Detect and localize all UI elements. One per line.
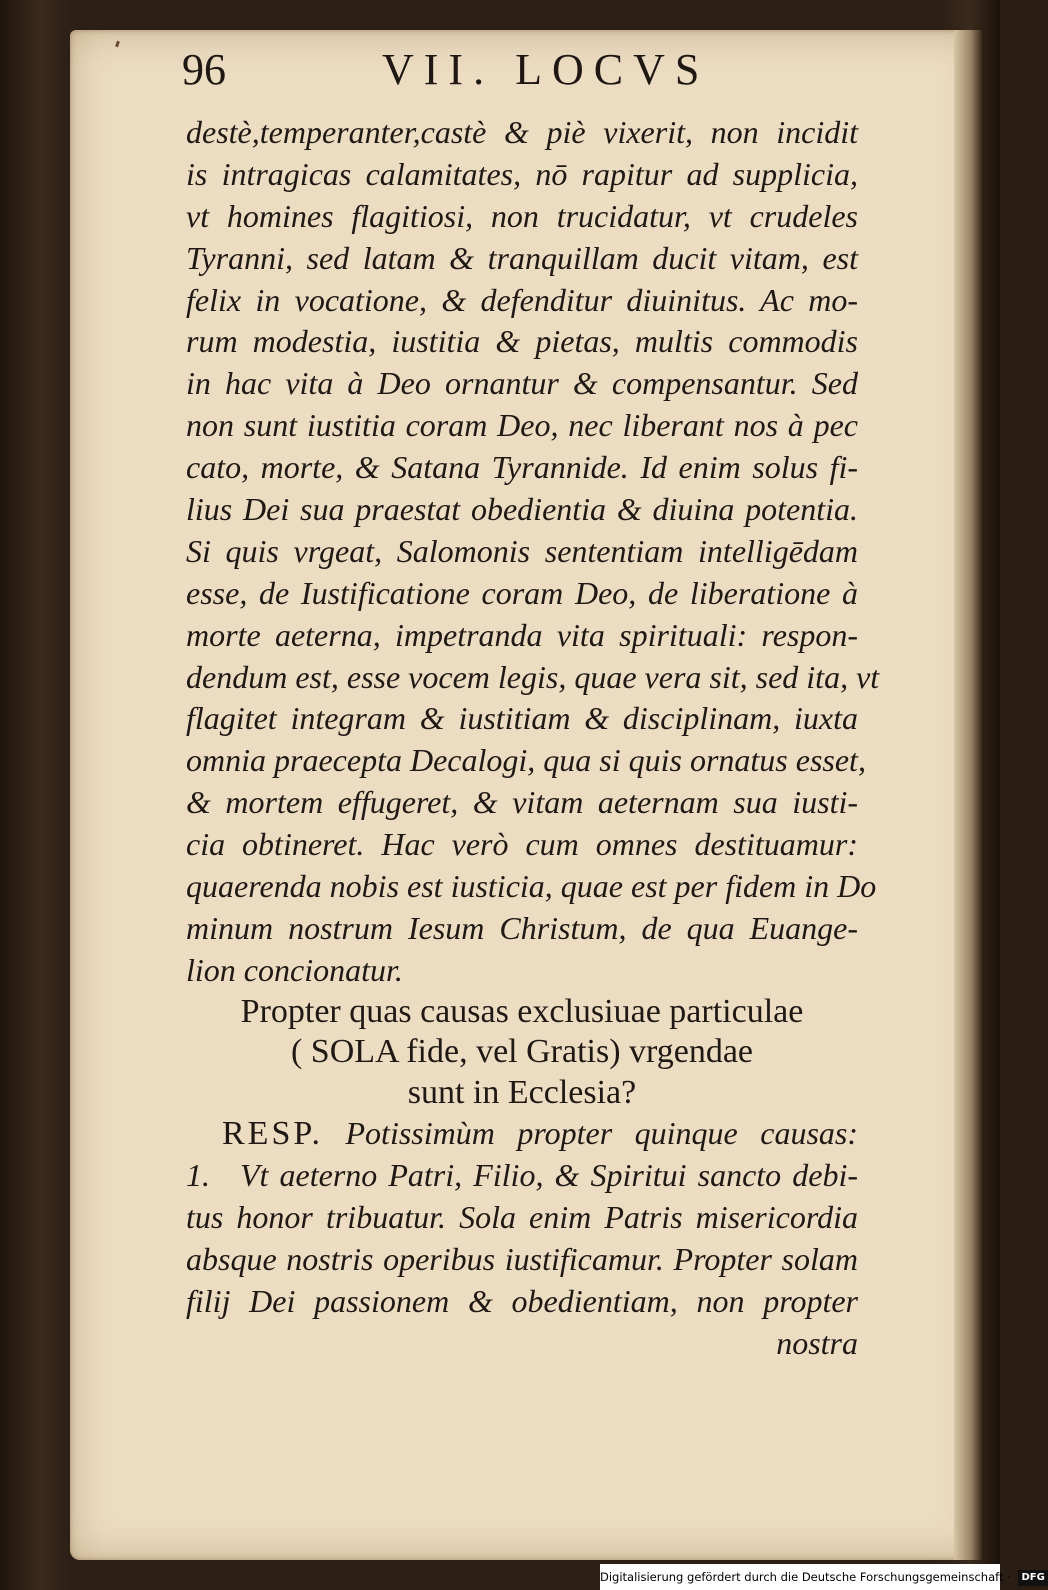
answer-intro: Potissimùm propter quinque causas: (345, 1115, 859, 1152)
catchword: nostra (776, 1324, 858, 1361)
text-line: cia obtineret. Hac verò cum omnes destituamur: (186, 826, 858, 863)
text-line: & mortem effugeret, & vitam aeternam sua iusti- (186, 784, 858, 821)
text-line: esse, de Iustificatione coram Deo, de liberatione à (186, 574, 858, 611)
credit-text: Digitalisierung gefördert durch die Deutsche Forschungsgemeinschaft (600, 1570, 1004, 1584)
text-line: is intragicas calamitates, nō rapitur ad supplicia, (186, 155, 858, 192)
text-line: flagitet integram & iustitiam & disciplinam, iuxta (186, 700, 858, 737)
page-text (186, 112, 880, 1365)
question-heading-line: sunt in Ecclesia? (407, 1073, 637, 1111)
running-title: VII. LOCVS (382, 45, 710, 94)
digitization-credit: Digitalisierung gefördert durch die Deutsche Forschungsgemeinschaft · DFG (600, 1564, 1000, 1590)
answer-line: tus honor tribuatur. Sola enim Patris misericordia (186, 1198, 858, 1235)
text-line: cato, morte, & Satana Tyrannide. Id enim solus fi- (186, 449, 858, 486)
text-line: destè,temperanter,castè & piè vixerit, non incidit (186, 114, 858, 150)
text-line: minum nostrum Iesum Christum, de qua Euange- (186, 909, 858, 946)
text-line: quaerenda nobis est iusticia, quae est per fidem in Do (186, 868, 877, 905)
page-number: 96 (182, 45, 226, 94)
answer-line: Vt aeterno Patri, Filio, & Spiritui sancto debi- (240, 1157, 858, 1194)
text-line: vt homines flagitiosi, non trucidatur, vt crudeles (186, 197, 858, 234)
text-line: Si quis vrgeat, Salomonis sententiam intelligēdam (186, 532, 858, 569)
running-header (182, 44, 822, 104)
text-line: lion concionatur. (186, 951, 403, 988)
text-line: in hac vita à Deo ornantur & compensantur. Sed (186, 365, 858, 402)
text-line: lius Dei sua praestat obedientia & diuina potentia. (186, 491, 858, 528)
answer-first-line (186, 1113, 858, 1155)
text-line: morte aeterna, impetranda vita spirituali: respon- (186, 616, 858, 653)
item-number: 1. (186, 1157, 210, 1194)
text-line: omnia praecepta Decalogi, qua si quis ornatus esset, (186, 742, 866, 779)
answer-line: absque nostris operibus iustificamur. Propter solam (186, 1240, 858, 1277)
text-line: felix in vocatione, & defenditur diuinitus. Ac mo- (186, 281, 858, 318)
answer-item-line (186, 1155, 858, 1197)
answer-label: RESP. (222, 1115, 323, 1153)
text-line: rum modestia, iustitia & pietas, multis commodis (186, 323, 858, 360)
dfg-logo: DFG (1018, 1570, 1047, 1586)
text-line: Tyranni, sed latam & tranquillam ducit vitam, est (186, 239, 858, 276)
page-gutter (954, 30, 982, 1560)
text-line: non sunt iustitia coram Deo, nec liberant nos à pec (186, 407, 858, 444)
question-heading-line: Propter quas causas exclusiuae particulae (240, 992, 804, 1030)
text-line: dendum est, esse vocem legis, quae vera sit, sed ita, vt (186, 658, 880, 695)
answer-line: filij Dei passionem & obedientiam, non propter (186, 1282, 858, 1319)
question-heading-line: ( SOLA fide, vel Gratis) vrgendae (290, 1033, 754, 1071)
